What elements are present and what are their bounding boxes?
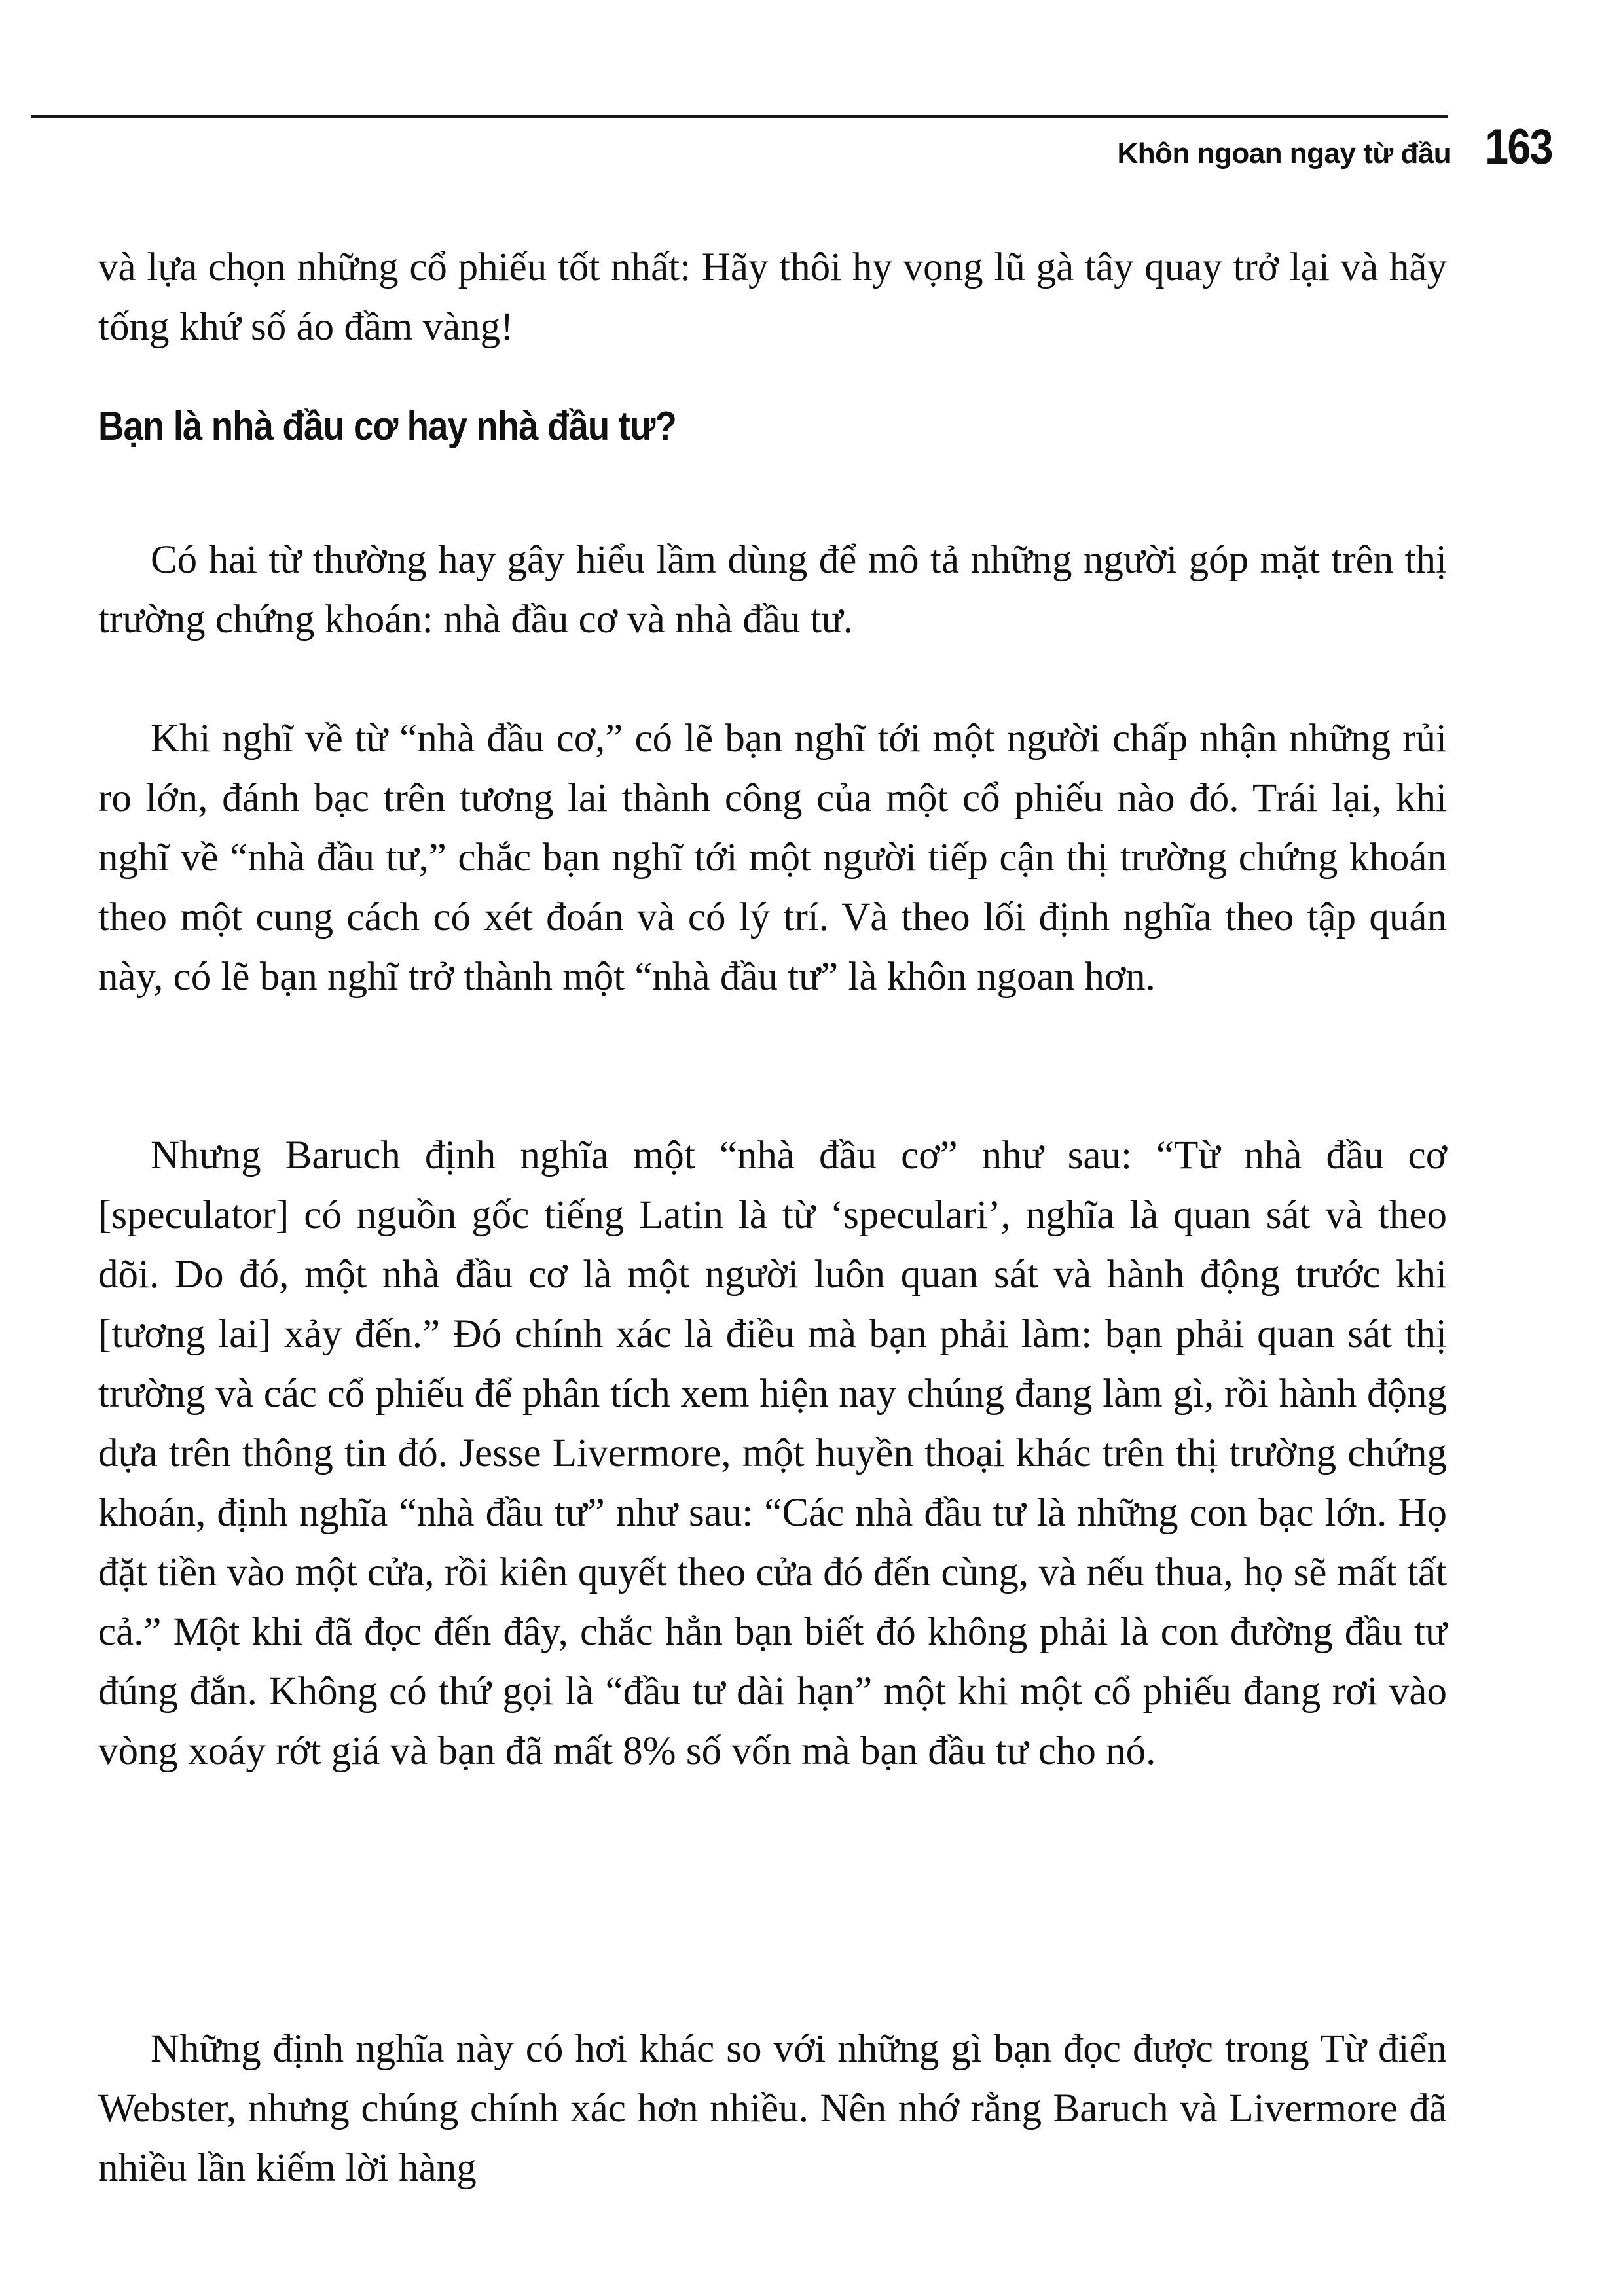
running-header <box>1117 119 1552 175</box>
page-number: 163 <box>1485 119 1552 175</box>
paragraph-4: Những định nghĩa này có hơi khác so với những gì bạn đọc được trong Từ điển Webster, nhưng chúng chính xác hơn nhiều. Nên nhớ rằng Baruch và Livermore đã nhiều lần kiếm lời hàng <box>98 2027 1447 2190</box>
section-heading: Bạn là nhà đầu cơ hay nhà đầu tư? <box>98 404 676 449</box>
header-rule <box>31 115 1448 118</box>
paragraph-3: Nhưng Baruch định nghĩa một “nhà đầu cơ” như sau: “Từ nhà đầu cơ [speculator] có nguồn gốc tiếng Latin là từ ‘speculari’, nghĩa là quan sát và theo dõi. Do đó, một nhà đầu cơ là một người luôn quan sát và hành động trước khi [tương lai] xảy đến.” Đó chính xác là điều mà bạn phải làm: bạn phải quan sát thị trường và các cổ phiếu để phân tích xem hiện nay chúng đang làm gì, rồi hành động dựa trên thông tin đó. Jesse Livermore, một huyền thoại khác trên thị trường chứng khoán, định nghĩa “nhà đầu tư” như sau: “Các nhà đầu tư là những con bạc lớn. Họ đặt tiền vào một cửa, rồi kiên quyết theo cửa đó đến cùng, và nếu thua, họ sẽ mất tất cả.” Một khi đã đọc đến đây, chắc hẳn bạn biết đó không phải là con đường đầu tư đúng đắn. Không có thứ gọi là “đầu tư dài hạn” một khi một cổ phiếu đang rơi vào vòng xoáy rớt giá và bạn đã mất 8% số vốn mà bạn đầu tư cho nó. <box>98 1134 1447 1773</box>
paragraph-1: Có hai từ thường hay gây hiểu lầm dùng để mô tả những người góp mặt trên thị trường chứng khoán: nhà đầu cơ và nhà đầu tư. <box>98 538 1447 641</box>
continued-paragraph: và lựa chọn những cổ phiếu tốt nhất: Hãy thôi hy vọng lũ gà tây quay trở lại và hãy tống khứ số áo đầm vàng! <box>98 245 1447 349</box>
paragraph-2: Khi nghĩ về từ “nhà đầu cơ,” có lẽ bạn nghĩ tới một người chấp nhận những rủi ro lớn, đánh bạc trên tương lai thành công của một cổ phiếu nào đó. Trái lại, khi nghĩ về “nhà đầu tư,” chắc bạn nghĩ tới một người tiếp cận thị trường chứng khoán theo một cung cách có xét đoán và có lý trí. Và theo lối định nghĩa theo tập quán này, có lẽ bạn nghĩ trở thành một “nhà đầu tư” là khôn ngoan hơn. <box>98 717 1447 999</box>
running-title: Khôn ngoan ngay từ đầu <box>1117 137 1451 170</box>
